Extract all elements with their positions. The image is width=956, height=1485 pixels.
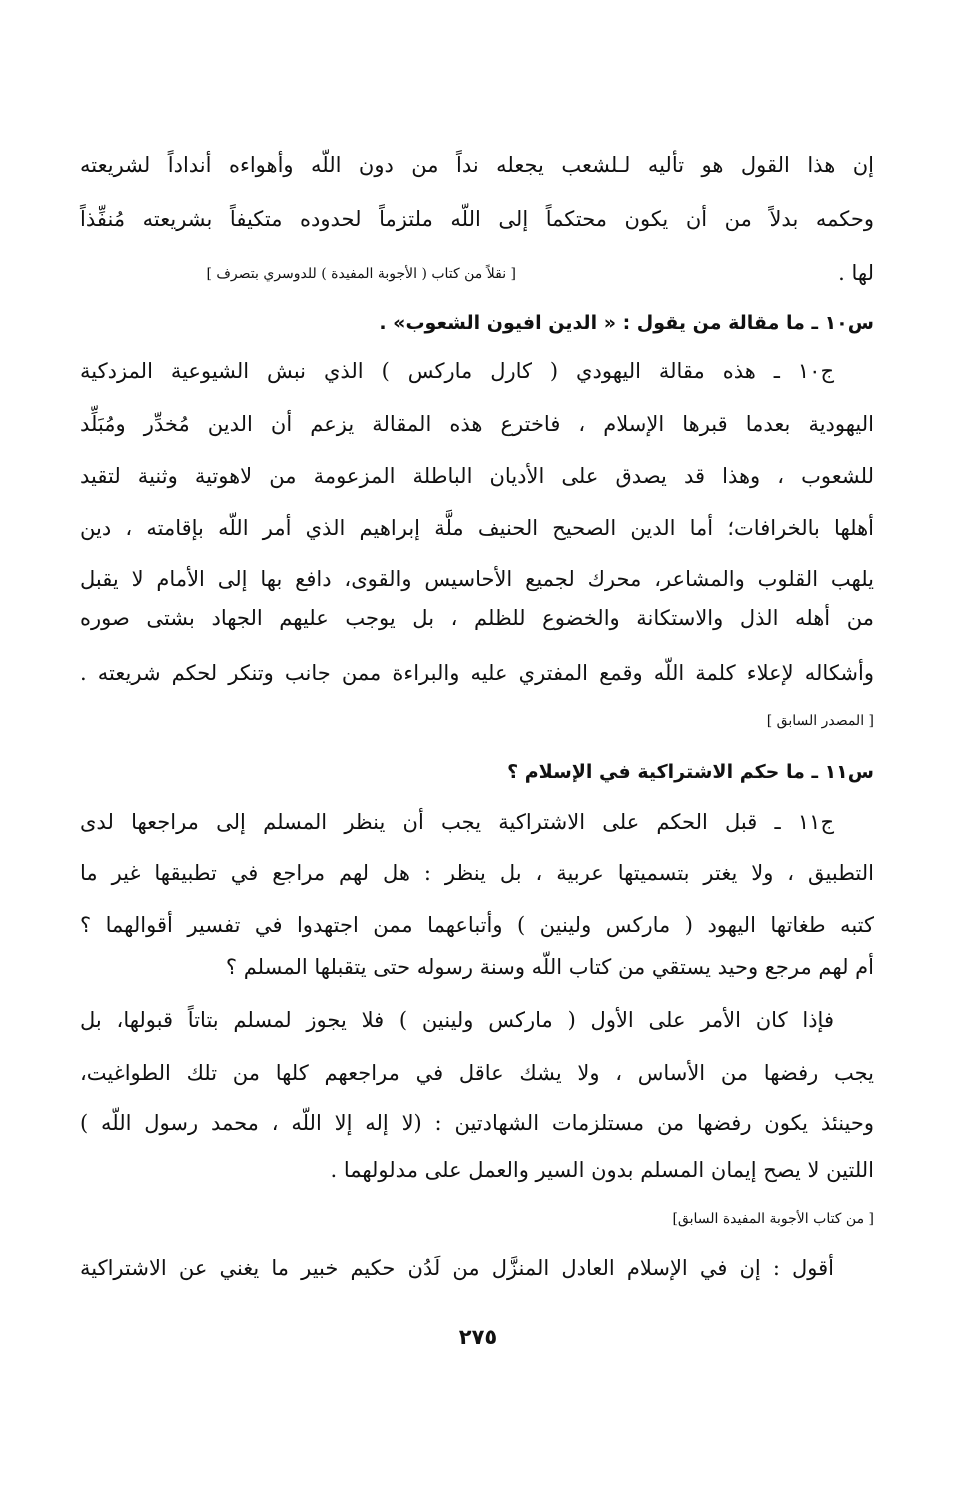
q11-citation: [ من كتاب الأجوبة المفيدة السابق] xyxy=(672,1211,874,1227)
q11-followup-line-1: فإذا كان الأمر على الأول ( ماركس ولينين ) فلا يجوز لمسلم بتاتاً قبولها، بل xyxy=(80,1008,834,1032)
paragraph1-citation: [ نقلاً من كتاب ( الأجوبة المفيدة ) للدوسري بتصرف ] xyxy=(206,266,516,282)
page-number: ٢٧٥ xyxy=(458,1325,498,1349)
paragraph1-line-3: لها . xyxy=(838,261,874,285)
q10-answer-line-4: أهلها بالخرافات؛ أما الدين الصحيح الحنيف ملَّة إبراهيم الذي أمر اللّه بإقامته ، دين xyxy=(80,516,874,540)
q10-answer-line-2: اليهودية بعدما قبرها الإسلام ، فاخترع هذه المقالة يزعم أن الدين مُخدِّر ومُبَلِّد xyxy=(80,412,874,436)
paragraph1-line-2: وحكمه بدلاً من أن يكون محتكماً إلى اللّه ملتزماً لحدوده متكيفاً بشريعته مُنفِّذاً xyxy=(80,207,874,231)
q11-heading: س١١ ـ ما حكم الاشتراكية في الإسلام ؟ xyxy=(507,761,874,783)
q10-answer-line-3: للشعوب ، وهذا قد يصدق على الأديان الباطلة المزعومة من لاهوتية وثنية لتقيد xyxy=(80,464,874,488)
q10-answer-line-1: ج١٠ ـ هذه مقالة اليهودي ( كارل ماركس ) الذي نبش الشيوعية المزدكية xyxy=(80,359,834,383)
q10-answer-line-6: من أهله الذل والاستكانة والخضوع للظلم ، بل يوجب عليهم الجهاد بشتى صوره xyxy=(80,606,874,630)
q10-citation: [ المصدر السابق ] xyxy=(766,713,874,729)
q11-followup-line-3: وحينئذ يكون رفضها من مستلزمات الشهادتين : (لا إله إلا اللّه ، محمد رسول اللّه ) xyxy=(80,1111,874,1135)
q11-followup-line-2: يجب رفضها من الأساس ، ولا يشك عاقل في مراجعهم كلها من تلك الطواغيت، xyxy=(80,1061,874,1085)
q11-answer-line-4: أم لهم مرجع وحيد يستقي من كتاب اللّه وسنة رسوله حتى يتقبلها المسلم ؟ xyxy=(225,955,874,979)
q11-answer-line-3: كتبه طغاتها اليهود ( ماركس ولينين ) وأتباعهما ممن اجتهدوا في تفسير أقوالهما ؟ xyxy=(80,913,874,937)
q11-followup-line-4: اللتين لا يصح إيمان المسلم بدون السير والعمل على مدلولهما . xyxy=(330,1158,874,1182)
q10-answer-line-7: وأشكاله لإعلاء كلمة اللّه وقمع المفتري عليه والبراءة ممن جانب وتنكر لحكم شريعته . xyxy=(80,661,874,685)
paragraph1-line-1: إن هذا القول هو تأليه لـلشعب يجعله نداً من دون اللّه وأهواءه أنداداً لشريعته xyxy=(80,153,874,177)
q11-answer-line-2: التطبيق ، ولا يغتر بتسميتها عربية ، بل ينظر : هل لهم مراجع في تطبيقها غير ما xyxy=(80,861,874,885)
q10-heading: س١٠ ـ ما مقالة من يقول : « الدين افيون الشعوب» . xyxy=(379,312,874,334)
q11-answer-line-1: ج١١ ـ قبل الحكم على الاشتراكية يجب أن ينظر المسلم إلى مراجعها لدى xyxy=(80,810,834,834)
closing-line: أقول : إن في الإسلام العادل المنزَّل من لَدُن حكيم خبير ما يغني عن الاشتراكية xyxy=(80,1256,834,1280)
q10-answer-line-5: يلهب القلوب والمشاعر، محرك لجميع الأحاسيس والقوى، دافع بها إلى الأمام لا يقبل xyxy=(80,567,874,591)
